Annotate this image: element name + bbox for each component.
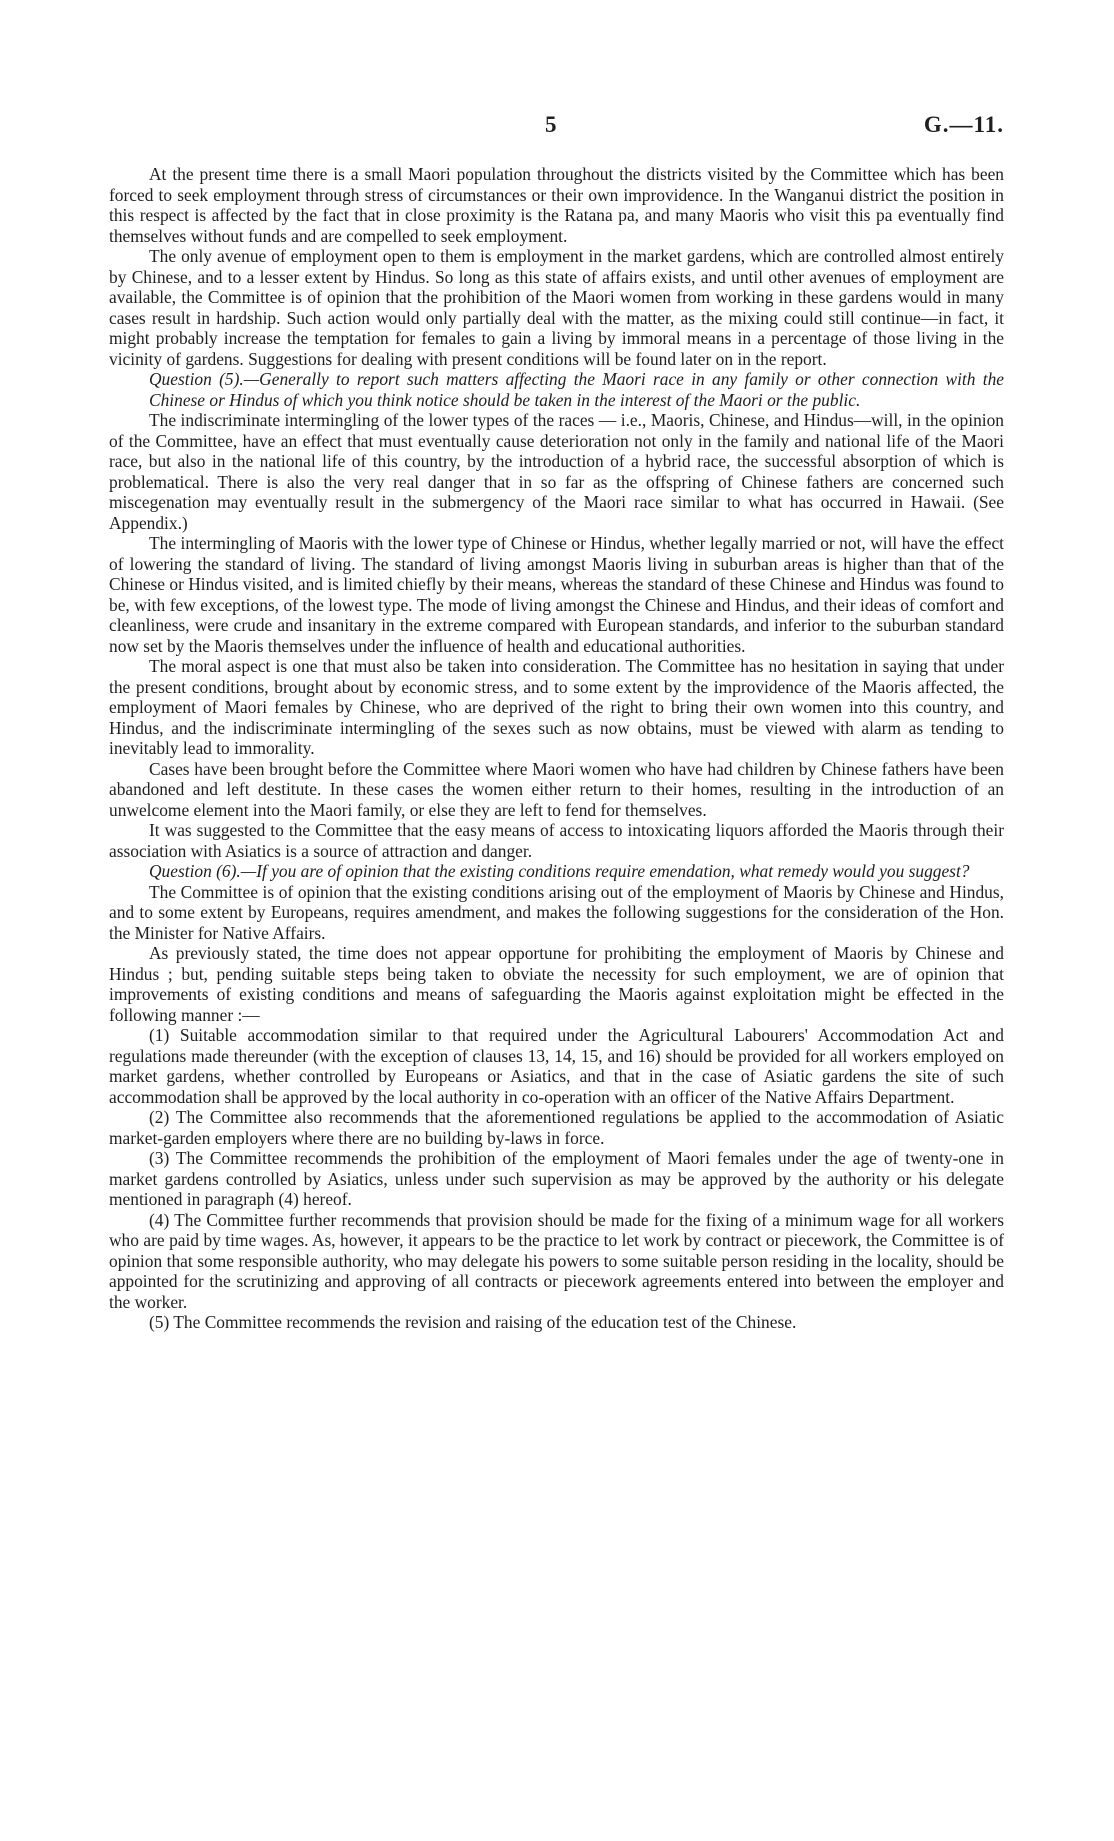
recommendation-2: (2) The Committee also recommends that the aforementioned regulations be applied to the accommodation of Asiatic market-garden employers where there are no building by-laws in force.	[109, 1107, 1004, 1148]
paragraph: The intermingling of Maoris with the lower type of Chinese or Hindus, whether legally married or not, will have the effect of lowering the standard of living. The standard of living amongst Maoris living in suburban areas is higher than that of the Chinese or Hindus visited, and is limited chiefly by their means, whereas the standard of these Chinese and Hindus was found to be, with few exceptions, of the lowest type. The mode of living amongst the Chinese and Hindus, and their ideas of comfort and cleanliness, were crude and insanitary in the extreme compared with European standards, and inferior to the suburban standard now set by the Maoris themselves under the influence of health and educational authorities.	[109, 533, 1004, 656]
recommendation-5: (5) The Committee recommends the revision and raising of the education test of the Chinese.	[149, 1312, 797, 1332]
paragraph: The Committee is of opinion that the existing conditions arising out of the employment of Maoris by Chinese and Hindus, and to some extent by Europeans, requires amendment, and makes the following suggestions for the consideration of the Hon. the Minister for Native Affairs.	[109, 881, 1004, 943]
paragraph: The indiscriminate intermingling of the lower types of the races — i.e., Maoris, Chinese, and Hindus—will, in the opinion of the Committee, have an effect that must eventually cause deterioration not only in the family and national life of the Maori race, but also in the national life of this country, by the introduction of a hybrid race, the successful absorption of which is problematical. There is also the very real danger that in so far as the offspring of Chinese fathers are concerned such miscegenation may eventually result in the submergency of the Maori race similar to what has occurred in Hawaii. (See Appendix.)	[109, 410, 1004, 533]
question-5-label: Question (5).	[149, 369, 244, 389]
recommendation-3: (3) The Committee recommends the prohibition of the employment of Maori females under the age of twenty-one in market gardens controlled by Asiatics, unless under such supervision as may be approved by the authority or his delegate mentioned in paragraph (4) hereof.	[109, 1148, 1004, 1209]
paragraph: At the present time there is a small Maori population throughout the districts visited by the Committee which has been forced to seek employment through stress of circumstances or their own improvidence. In the Wanganui district the position in this respect is affected by the fact that in close proximity is the Ratana pa, and many Maoris who visit this pa eventually find themselves without funds and are compelled to seek employment.	[109, 164, 1004, 246]
paragraph: The moral aspect is one that must also be taken into consideration. The Committee has no hesitation in saying that under the present conditions, brought about by economic stress, and to some extent by the improvidence of the Maoris affected, the employment of Maori females by Chinese, who are deprived of the right to bring their own women into this country, and Hindus, and the indiscriminate intermingling of the sexes such as now obtains, must be viewed with alarm as tending to inevitably lead to immorality.	[109, 656, 1004, 758]
page-number: 5	[545, 112, 557, 137]
question-5-heading	[109, 369, 1004, 410]
paragraph: The only avenue of employment open to them is employment in the market gardens, which are controlled almost entirely by Chinese, and to a lesser extent by Hindus. So long as this state of affairs exists, and until other avenues of employment are available, the Committee is of opinion that the prohibition of the Maori women from working in these gardens would in many cases result in hardship. Such action would only partially deal with the matter, as the mixing could still continue—in fact, it might probably increase the temptation for females to gain a living by immoral means in a percentage of those living in the vicinity of gardens. Suggestions for dealing with present conditions will be found later on in the report.	[109, 246, 1004, 369]
recommendation-1: (1) Suitable accommodation similar to that required under the Agricultural Labourers' Accommodation Act and regulations made thereunder (with the exception of clauses 13, 14, 15, and 16) should be provided for all workers employed on market gardens, whether controlled by Europeans or Asiatics, and that in the case of Asiatic gardens the site of such accommodation shall be approved by the local authority in co-operation with an officer of the Native Affairs Department.	[109, 1025, 1004, 1107]
recommendation-4: (4) The Committee further recommends that provision should be made for the fixing of a minimum wage for all workers who are paid by time wages. As, however, it appears to be the practice to let work by contract or piecework, the Committee is of opinion that some responsible authority, who may delegate his powers to some suitable person residing in the locality, should be appointed for the scrutinizing and approving of all contracts or piecework agreements entered into between the employer and the worker.	[109, 1209, 1004, 1312]
paragraph: As previously stated, the time does not appear opportune for prohibiting the employment of Maoris by Chinese and Hindus ; but, pending suitable steps being taken to obviate the necessity for such employment, we are of opinion that improvements of existing conditions and means of safeguarding the Maoris against exploitation might be effected in the following manner :—	[109, 943, 1004, 1025]
page-header	[0, 112, 1114, 142]
paragraph: It was suggested to the Committee that the easy means of access to intoxicating liquors afforded the Maoris through their association with Asiatics is a source of attraction and danger.	[109, 820, 1004, 861]
question-6-heading	[109, 861, 1004, 882]
document-reference: G.—11.	[923, 112, 1004, 137]
question-6-text: —If you are of opinion that the existing conditions require emendation, what remedy would you suggest?	[240, 861, 970, 881]
question-5-text: —Generally to report such matters affecting the Maori race in any family or other connection with the Chinese or Hindus of which you think notice should be taken in the interest of the Maori or the public.	[149, 369, 1004, 410]
paragraph: Cases have been brought before the Committee where Maori women who have had children by Chinese fathers have been abandoned and left destitute. In these cases the women either return to their homes, resulting in the introduction of an unwelcome element into the Maori family, or else they are left to fend for themselves.	[109, 758, 1004, 820]
question-6-label: Question (6).	[149, 861, 241, 881]
document-body	[109, 164, 1004, 1333]
